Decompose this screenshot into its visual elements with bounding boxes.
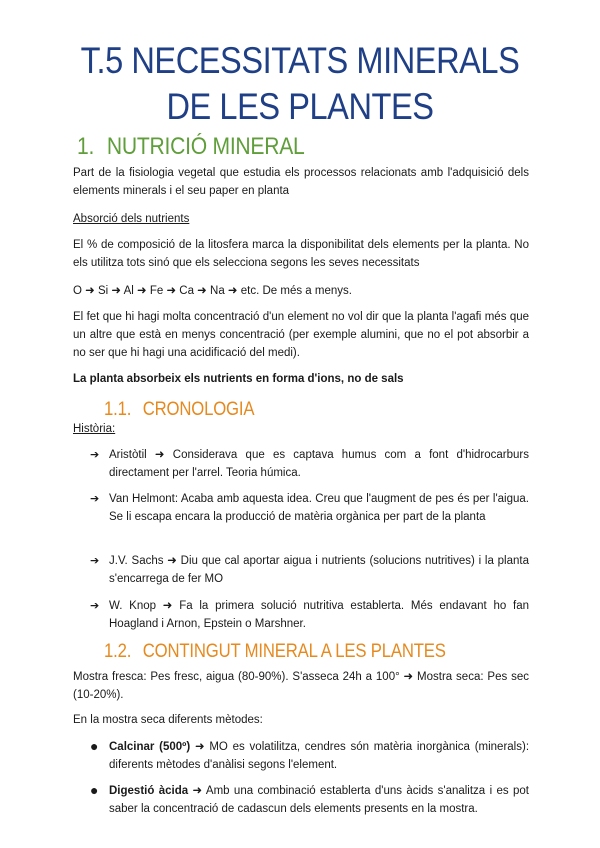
section-title: NUTRICIÓ MINERAL xyxy=(106,133,305,160)
bullet-icon: ● xyxy=(90,738,99,754)
method-item-text xyxy=(109,738,529,774)
section-title: CONTINGUT MINERAL A LES PLANTES xyxy=(142,641,446,662)
history-item-text: Aristòtil ➜ Considerava que es captava humus com a font d'hidrocarburs directament per l'arrel. Teoria húmica. xyxy=(109,449,529,479)
metodes-paragraph: En la mostra seca diferents mètodes: xyxy=(73,714,263,726)
mostra-paragraph: Mostra fresca: Pes fresc, aigua (80-90%). S'asseca 24h a 100° ➜ Mostra seca: Pes sec (10-20%). xyxy=(73,671,529,701)
arrow-icon: ➔ xyxy=(90,600,100,612)
history-item-text: Van Helmont: Acaba amb aquesta idea. Creu que l'augment de pes és per l'aigua. Se li escapa encara la producció de matèria orgànica per part de la planta xyxy=(109,493,529,523)
page-title: T.5 NECESSITATS MINERALS DE LES PLANTES xyxy=(80,40,520,127)
history-item xyxy=(92,490,529,526)
section-title: CRONOLOGIA xyxy=(142,399,255,420)
section-heading-contingut xyxy=(104,641,446,663)
method-name: Calcinar (500º) xyxy=(109,741,191,753)
ions-bold-statement: La planta absorbeix els nutrients en forma d'ions, no de sals xyxy=(73,373,404,385)
section-heading-cronologia xyxy=(104,399,254,421)
method-description: ➜ Amb una combinació establerta d'uns àcids s'analitza i es pot saber la concentració de cadascun dels elements presents en la mostra. xyxy=(109,785,530,815)
method-description: ➜ MO es volatilitza, cendres són matèria inorgànica (minerals): diferents mètodes d'anàlisi segons l'element. xyxy=(109,741,530,771)
method-item-text xyxy=(109,782,529,818)
element-order-paragraph: O ➜ Si ➜ Al ➜ Fe ➜ Ca ➜ Na ➜ etc. De més a menys. xyxy=(73,285,352,297)
intro-paragraph: Part de la fisiologia vegetal que estudia els processos relacionats amb l'adquisició dels elements minerals i el seu paper en planta xyxy=(73,167,529,197)
method-item xyxy=(92,782,529,818)
history-item xyxy=(92,552,529,588)
history-item-text: J.V. Sachs ➜ Diu que cal aportar aigua i nutrients (solucions nutritives) i la planta s'encarrega de fer MO xyxy=(109,555,529,585)
arrow-icon: ➔ xyxy=(90,493,100,505)
method-name: Digestió àcida xyxy=(109,785,189,797)
litosfera-paragraph: El % de composició de la litosfera marca la disponibilitat dels elements per la planta. No els utilitza tots sinó que els selecciona segons les seves necessitats xyxy=(73,239,529,269)
section-heading-nutricio xyxy=(77,133,305,161)
concentration-paragraph: El fet que hi hagi molta concentració d'un element no vol dir que la planta l'agafi més que un altre que està en menys concentració (per exemple alumini, que no el pot absorbir a no ser que hi hagi una acidificació del medi). xyxy=(73,311,529,359)
section-number: 1. xyxy=(77,133,95,160)
section-number: 1.2. xyxy=(104,641,132,662)
bullet-icon: ● xyxy=(90,782,99,798)
method-item xyxy=(92,738,529,774)
history-item xyxy=(92,446,529,482)
section-number: 1.1. xyxy=(104,399,132,420)
arrow-icon: ➔ xyxy=(90,449,100,461)
absorcio-subheading: Absorció dels nutrients xyxy=(73,213,190,225)
history-item-text: W. Knop ➜ Fa la primera solució nutritiva establerta. Més endavant ho fan Hoagland i Arnon, Epstein o Marshner. xyxy=(109,600,529,630)
history-item xyxy=(92,597,529,633)
arrow-icon: ➔ xyxy=(90,555,100,567)
historia-label: Història: xyxy=(73,423,116,435)
